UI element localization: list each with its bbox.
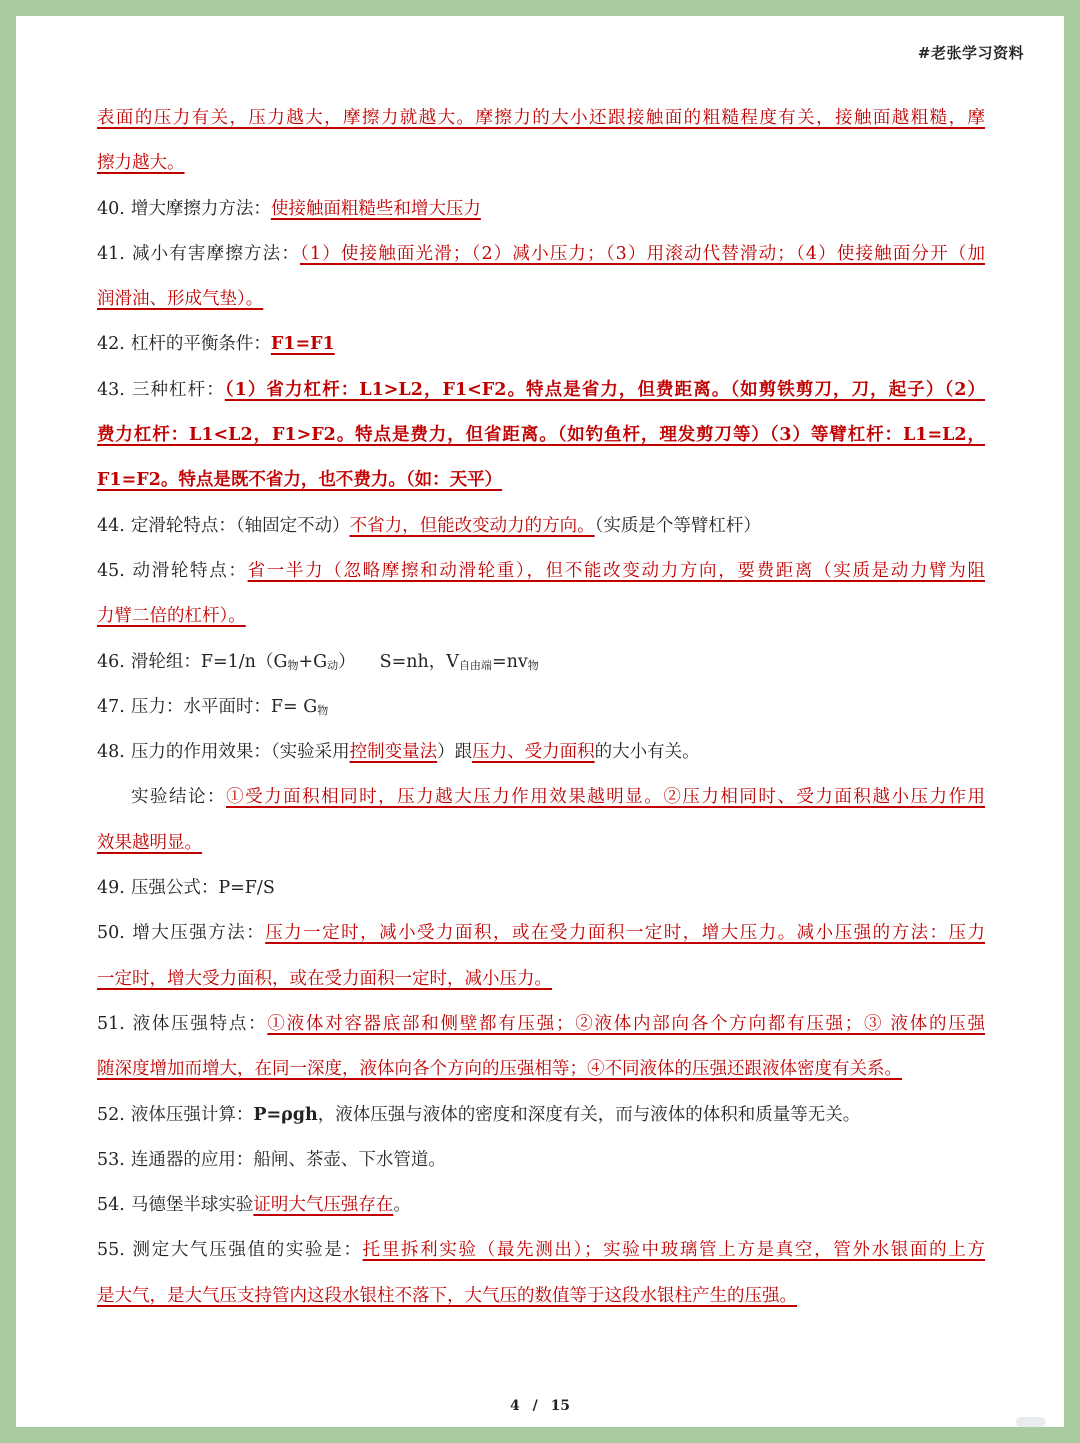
text-line [97,277,985,322]
answer-text: 表面的压力有关，压力越大，摩擦力就越大。摩擦力的大小还跟接触面的粗糙程度有关，接触面越粗糙，摩 [97,108,985,128]
formula: F=1/n（G [200,651,288,672]
list-item-55 [97,1228,985,1273]
formula: S=nh，V [379,651,459,672]
item-label: 减小有害摩擦方法： [130,243,300,264]
item-number: 42. [97,334,125,355]
answer-text: 一定时，增大受力面积，或在受力面积一定时，减小压力。 [97,968,552,989]
subscript: 物 [527,658,539,672]
answer-text: 是大气，是大气压支持管内这段水银柱不落下，大气压的数值等于这段水银柱产生的压强。 [97,1285,797,1306]
list-item-40 [97,187,985,232]
page-number [0,1398,1080,1414]
subscript: 自由端 [458,658,492,672]
answer-text: 省一半力（忽略摩擦和动滑轮重），但不能改变动力方向，要费距离（实质是动力臂为阻 [247,560,986,581]
answer-text: 压力、受力面积 [472,742,595,763]
list-item-48 [97,730,985,775]
formula: +G [298,651,328,672]
answer-text: 托里拆利实验（最先测出）；实验中玻璃管上方是真空，管外水银面的上方 [362,1240,986,1261]
page-content [97,96,985,1319]
item-number: 54. [97,1195,125,1216]
item-text: 。 [393,1195,411,1216]
text-line [97,413,985,458]
text-line [97,458,985,503]
subscript: 动 [327,658,339,672]
item-label: 增大压强方法： [130,923,266,944]
list-item-54 [97,1183,985,1228]
text-line [97,1047,985,1092]
list-item-47 [97,685,985,730]
list-item-46 [97,640,985,685]
answer-text: 随深度增加而增大，在同一深度，液体向各个方向的压强相等；④不同液体的压强还跟液体密度有关系。 [97,1059,902,1080]
item-number: 46. [97,651,125,672]
item-label: 增大摩擦力方法： [130,198,271,219]
text-line [97,957,985,1002]
text-line [97,96,985,141]
list-item-45 [97,549,985,594]
item-number: 43. [97,379,125,400]
text-line [97,1274,985,1319]
answer-text: 压力一定时，减小受力面积，或在受力面积一定时，增大压力。减小压强的方法：压力 [265,923,986,944]
item-label: 动滑轮特点： [130,560,248,581]
item-number: 52. [97,1104,125,1125]
answer-text: （1）使接触面光滑；（2）减小压力；（3）用滚动代替滑动；（4）使接触面分开（加 [300,243,985,264]
subscript: 物 [317,703,329,717]
subscript: 物 [287,658,299,672]
item-number: 49. [97,878,125,899]
item-number: 45. [97,560,125,581]
experiment-conclusion [97,775,985,820]
item-number: 53. [97,1149,125,1170]
text-line [97,594,985,639]
item-label: 压强公式： [130,878,219,899]
item-label: 三种杠杆： [130,379,225,400]
text-line [97,141,985,186]
answer-text: 擦力越大。 [97,153,185,174]
current-page: 4 [509,1398,520,1414]
list-item-53 [97,1138,985,1183]
answer-text: F1=F2。特点是既不省力，也不费力。（如：天平） [97,470,503,491]
scroll-indicator[interactable] [1016,1417,1046,1427]
answer-text: 证明大气压强存在 [253,1195,394,1216]
item-number: 50. [97,923,125,944]
list-item-41 [97,232,985,277]
item-note: （实质是个等臂杠杆） [594,515,761,536]
answer-text: （1）省力杠杆：L1>L2，F1<F2。特点是省力，但费距离。（如剪铁剪刀，刀，起子）（2） [224,379,986,400]
item-number: 44. [97,515,125,536]
watermark: #老张学习资料 [917,44,1024,62]
item-label: 液体压强特点： [130,1013,268,1034]
item-number: 40. [97,198,125,219]
formula: =nv [491,651,528,672]
item-label: 定滑轮特点：（轴固定不动） [130,515,350,536]
item-number: 48. [97,742,125,763]
list-item-43 [97,368,985,413]
list-item-49 [97,866,985,911]
formula: P=ρgh [253,1104,318,1125]
item-text: ）跟 [437,742,473,763]
item-label: 液体压强计算： [130,1104,254,1125]
answer-text: 使接触面粗糙些和增大压力 [270,198,481,219]
item-text: 的大小有关。 [594,742,700,763]
answer-text: 费力杠杆：L1<L2，F1>F2。特点是费力，但省距离。（如钓鱼杆，理发剪刀等）（3）等臂杠杆：L1=L2， [97,425,985,446]
list-item-51 [97,1002,985,1047]
item-number: 47. [97,696,125,717]
answer-text: ①受力面积相同时，压力越大压力作用效果越明显。②压力相同时、受力面积越小压力作用 [226,787,986,808]
item-text: 连通器的应用：船闸、茶壶、下水管道。 [130,1149,446,1170]
formula: F= G [270,696,318,717]
item-number: 55. [97,1240,125,1261]
answer-text: 润滑油、形成气垫）。 [97,289,264,310]
item-label: 滑轮组： [130,651,201,672]
item-label: 马德堡半球实验 [130,1195,254,1216]
item-label: 压力的作用效果：（实验采用 [130,742,350,763]
formula: ） [338,651,356,672]
item-text: ，液体压强与液体的密度和深度有关，而与液体的体积和质量等无关。 [317,1104,861,1125]
list-item-50 [97,911,985,956]
item-label: 实验结论： [131,787,227,808]
list-item-52 [97,1093,985,1138]
list-item-44 [97,504,985,549]
item-number: 51. [97,1013,125,1034]
text-line [97,821,985,866]
total-pages: 15 [550,1398,571,1414]
list-item-42 [97,322,985,367]
item-number: 41. [97,243,125,264]
answer-text: ①液体对容器底部和侧壁都有压强；②液体内部向各个方向都有压强；③ 液体的压强 [267,1013,986,1034]
page-separator: / [532,1398,538,1414]
item-label: 压力：水平面时： [130,696,271,717]
answer-text: 控制变量法 [349,742,438,763]
answer-text: F1=F1 [270,334,335,355]
answer-text: 不省力，但能改变动力的方向。 [349,515,595,536]
item-label: 测定大气压强值的实验是： [130,1240,363,1261]
answer-text: 力臂二倍的杠杆）。 [97,606,246,627]
item-label: 杠杆的平衡条件： [130,334,271,355]
formula: P=F/S [218,878,275,899]
answer-text: 效果越明显。 [97,832,202,853]
